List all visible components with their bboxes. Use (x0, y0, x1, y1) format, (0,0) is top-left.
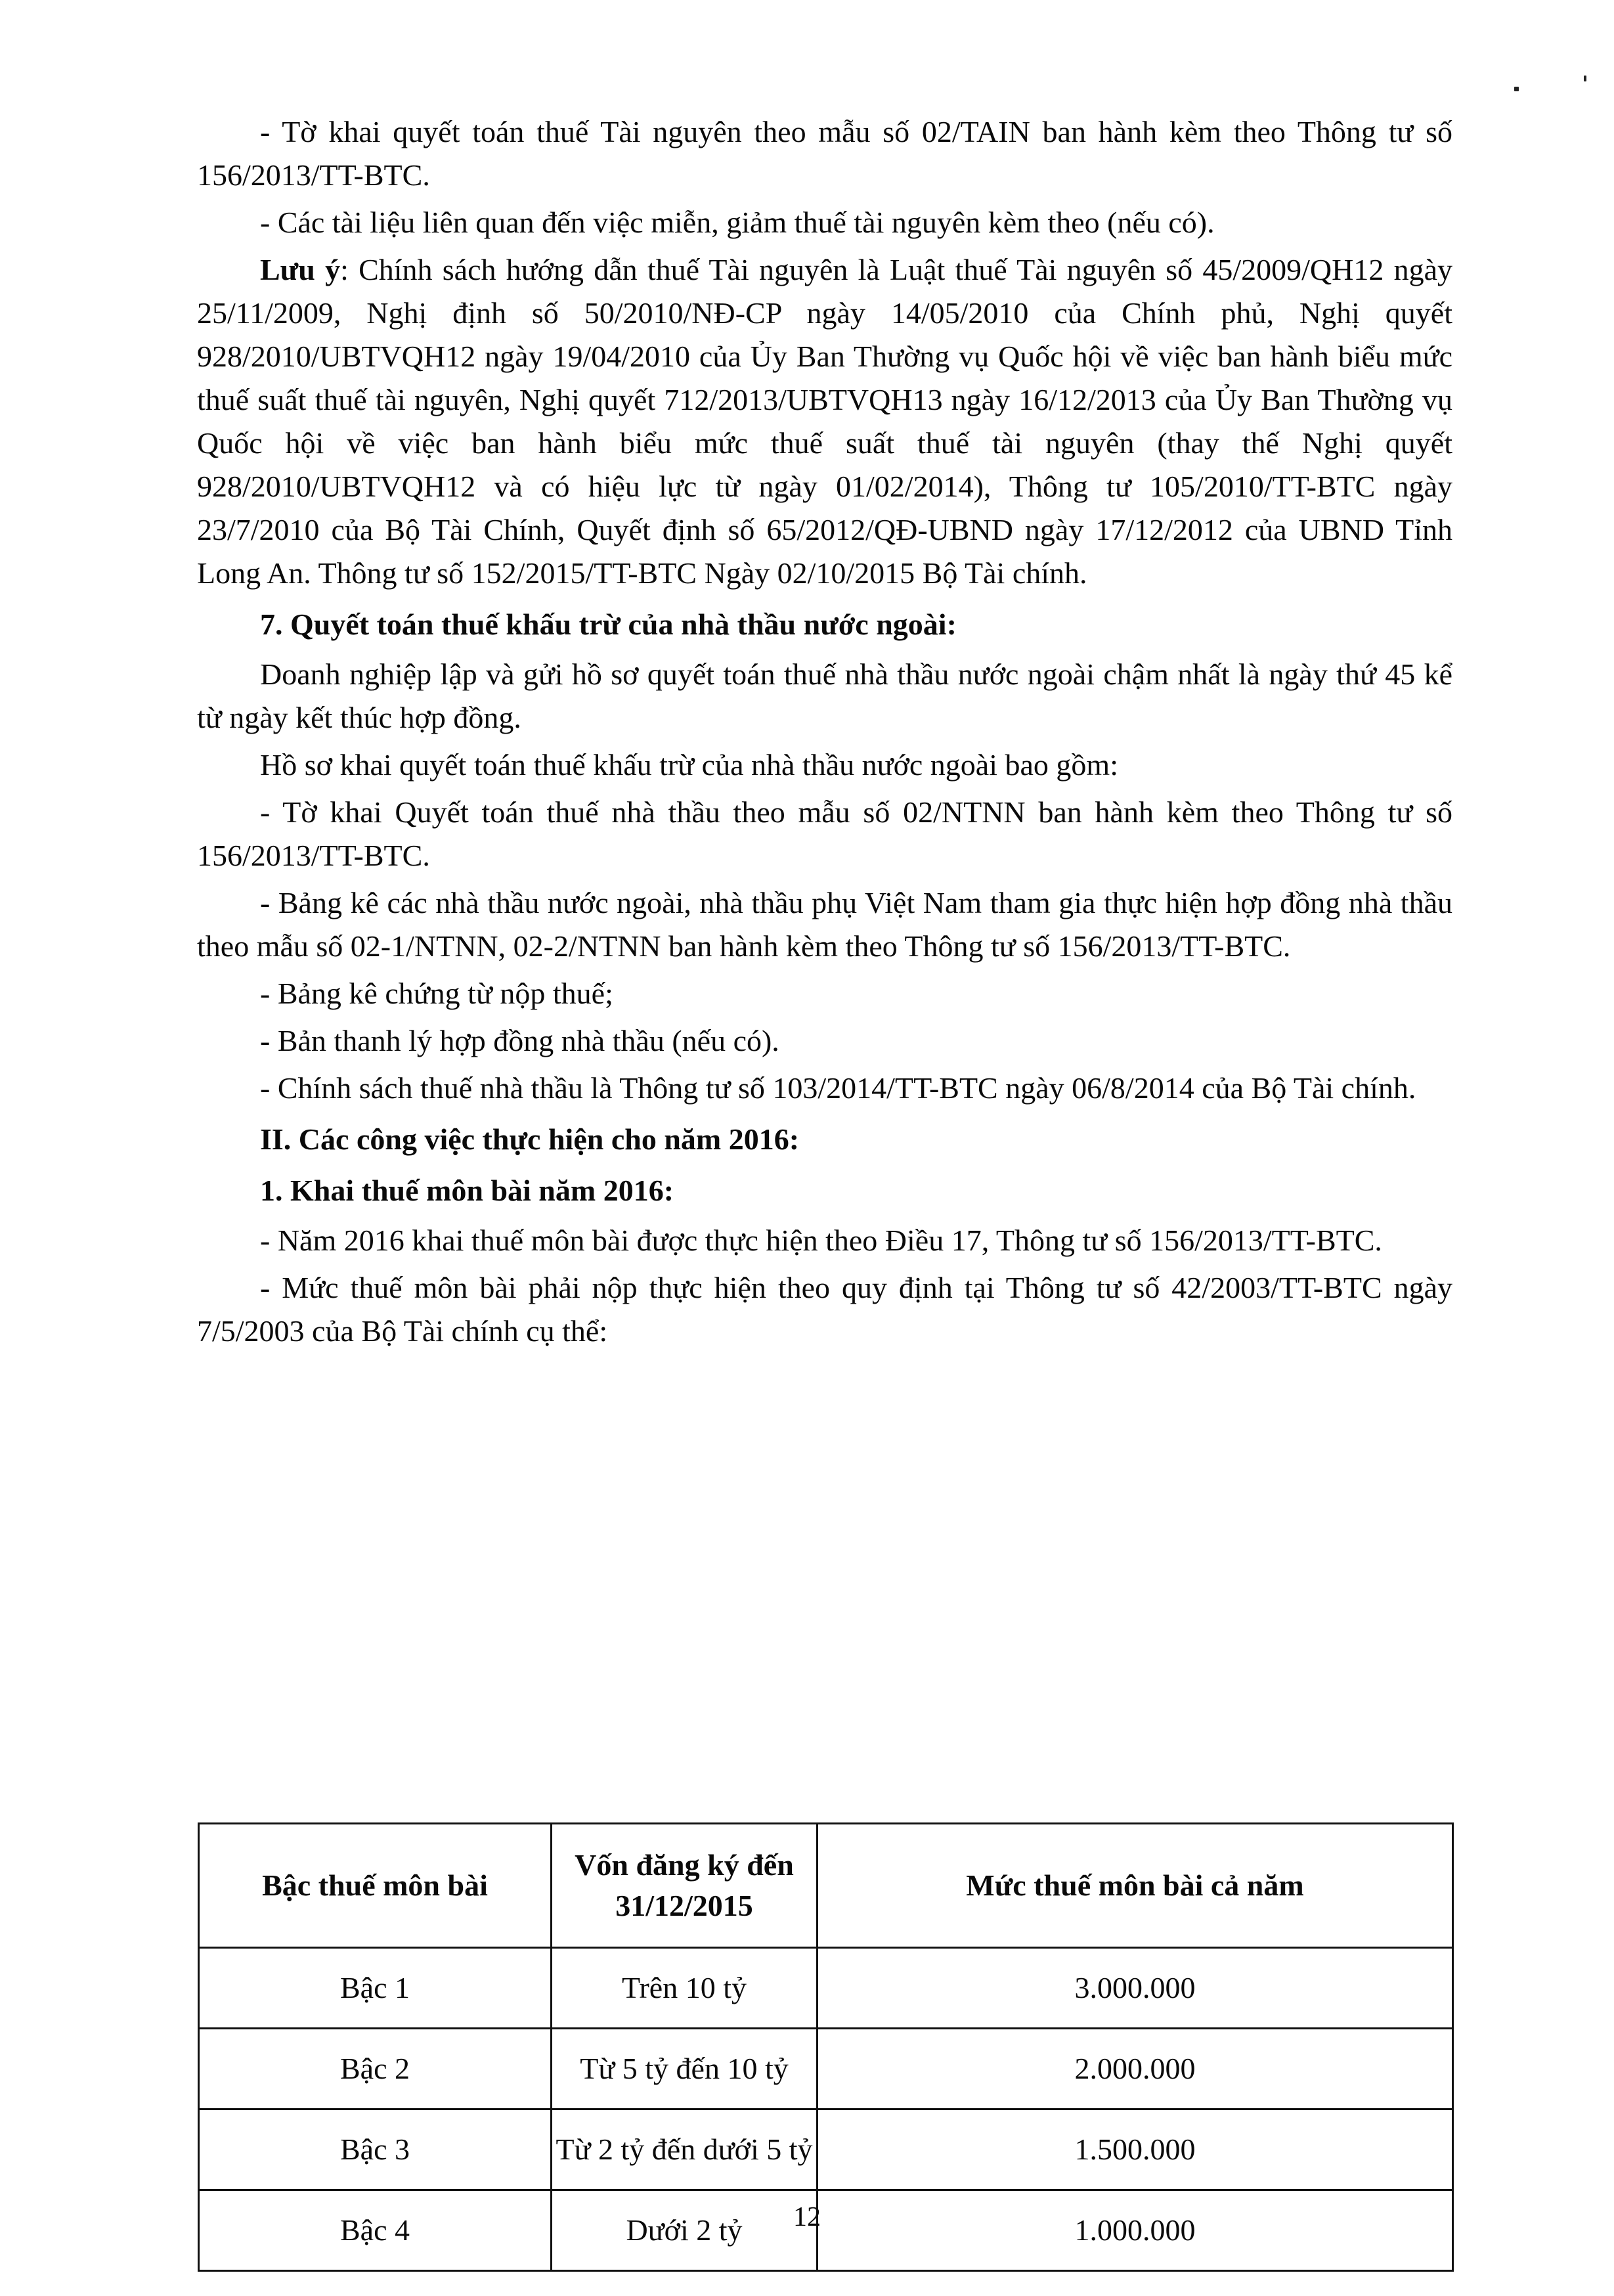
column-header-muc-thue: Mức thuế môn bài cả năm (818, 1824, 1453, 1948)
paragraph-muc-thue-mon-bai: - Mức thuế môn bài phải nộp thực hiện theo quy định tại Thông tư số 42/2003/TT-BTC ngày 7/5/2003 của Bộ Tài chính cụ thể: (197, 1271, 1452, 1348)
paragraph-tokhai-ntnn: - Tờ khai Quyết toán thuế nhà thầu theo mẫu số 02/NTNN ban hành kèm theo Thông tư số 156/2013/TT-BTC. (197, 795, 1452, 872)
paragraph-ho-so-bao-gom: Hồ sơ khai quyết toán thuế khấu trừ của nhà thầu nước ngoài bao gồm: (260, 748, 1118, 782)
luu-y-label: Lưu ý (260, 253, 341, 286)
table-header-row (199, 1824, 1453, 1948)
cell-von: Từ 2 tỷ đến dưới 5 tỷ (552, 2109, 818, 2190)
paragraph-bangke-nha-thau: - Bảng kê các nhà thầu nước ngoài, nhà thầu phụ Việt Nam tham gia thực hiện hợp đồng nhà thầu theo mẫu số 02-1/NTNN, 02-2/NTNN ban hành kèm theo Thông tư số 156/2013/TT-BTC. (197, 886, 1452, 963)
paragraph-tokhai-tain: - Tờ khai quyết toán thuế Tài nguyên theo mẫu số 02/TAIN ban hành kèm theo Thông tư số 156/2013/TT-BTC. (197, 115, 1452, 192)
cell-bac: Bậc 2 (199, 2029, 552, 2109)
heading-section-2: II. Các công việc thực hiện cho năm 2016: (260, 1122, 800, 1156)
cell-muc: 3.000.000 (818, 1948, 1453, 2029)
paragraph-ban-thanh-ly: - Bản thanh lý hợp đồng nhà thầu (nếu có). (260, 1024, 779, 1057)
heading-section-2-1: 1. Khai thuế môn bài năm 2016: (260, 1174, 674, 1207)
cell-muc: 1.000.000 (818, 2190, 1453, 2271)
luu-y-text: : Chính sách hướng dẫn thuế Tài nguyên là Luật thuế Tài nguyên số 45/2009/QH12 ngày 25/11/2009, Nghị định số 50/2010/NĐ-CP ngày 14/05/2010 của Chính phủ, Nghị quyết 928/2010/UBTVQH12 ngày 19/04/2010 của Ủy Ban Thường vụ Quốc hội về việc ban hành biểu mức thuế suất thuế tài nguyên, Nghị quyết 712/2013/UBTVQH13 ngày 16/12/2013 của Ủy Ban Thường vụ Quốc hội về việc ban hành biểu mức thuế suất thuế tài nguyên (thay thế Nghị quyết 928/2010/UBTVQH12 và có hiệu lực từ ngày 01/02/2014), Thông tư 105/2010/TT-BTC ngày 23/7/2010 của Bộ Tài Chính, Quyết định số 65/2012/QĐ-UBND ngày 17/12/2012 của UBND Tỉnh Long An. Thông tư số 152/2015/TT-BTC Ngày 02/10/2015 Bộ Tài chính. (197, 253, 1452, 590)
cell-bac: Bậc 3 (199, 2109, 552, 2190)
paragraph-tailieu-mien-giam: - Các tài liệu liên quan đến việc miễn, giảm thuế tài nguyên kèm theo (nếu có). (260, 206, 1215, 239)
document-body (197, 110, 1452, 1357)
heading-section-7: 7. Quyết toán thuế khấu trừ của nhà thầu nước ngoài: (260, 607, 957, 641)
table-row (199, 2029, 1453, 2109)
cell-von: Từ 5 tỷ đến 10 tỷ (552, 2029, 818, 2109)
cell-bac: Bậc 4 (199, 2190, 552, 2271)
cell-muc: 1.500.000 (818, 2109, 1453, 2190)
paragraph-bangke-chungtu: - Bảng kê chứng từ nộp thuế; (260, 977, 613, 1010)
cell-von: Trên 10 tỷ (552, 1948, 818, 2029)
scan-speck-icon (1514, 87, 1519, 91)
paragraph-luu-y (197, 248, 1452, 595)
column-header-von-dang-ky: Vốn đăng ký đến 31/12/2015 (552, 1824, 818, 1948)
paragraph-chinh-sach-thue-nha-thau: - Chính sách thuế nhà thầu là Thông tư số 103/2014/TT-BTC ngày 06/8/2014 của Bộ Tài chính. (260, 1071, 1416, 1105)
cell-bac: Bậc 1 (199, 1948, 552, 2029)
paragraph-nam-2016-khai-thue: - Năm 2016 khai thuế môn bài được thực hiện theo Điều 17, Thông tư số 156/2013/TT-BTC. (260, 1224, 1382, 1257)
table-row (199, 2109, 1453, 2190)
scan-speck-icon (1584, 76, 1586, 81)
cell-von: Dưới 2 tỷ (552, 2190, 818, 2271)
paragraph-doanh-nghiep-lap: Doanh nghiệp lập và gửi hồ sơ quyết toán thuế nhà thầu nước ngoài chậm nhất là ngày thứ 45 kể từ ngày kết thúc hợp đồng. (197, 657, 1452, 734)
page-number: 12 (793, 2202, 821, 2232)
cell-muc: 2.000.000 (818, 2029, 1453, 2109)
column-header-bac-thue: Bậc thuế môn bài (199, 1824, 552, 1948)
table-row (199, 1948, 1453, 2029)
